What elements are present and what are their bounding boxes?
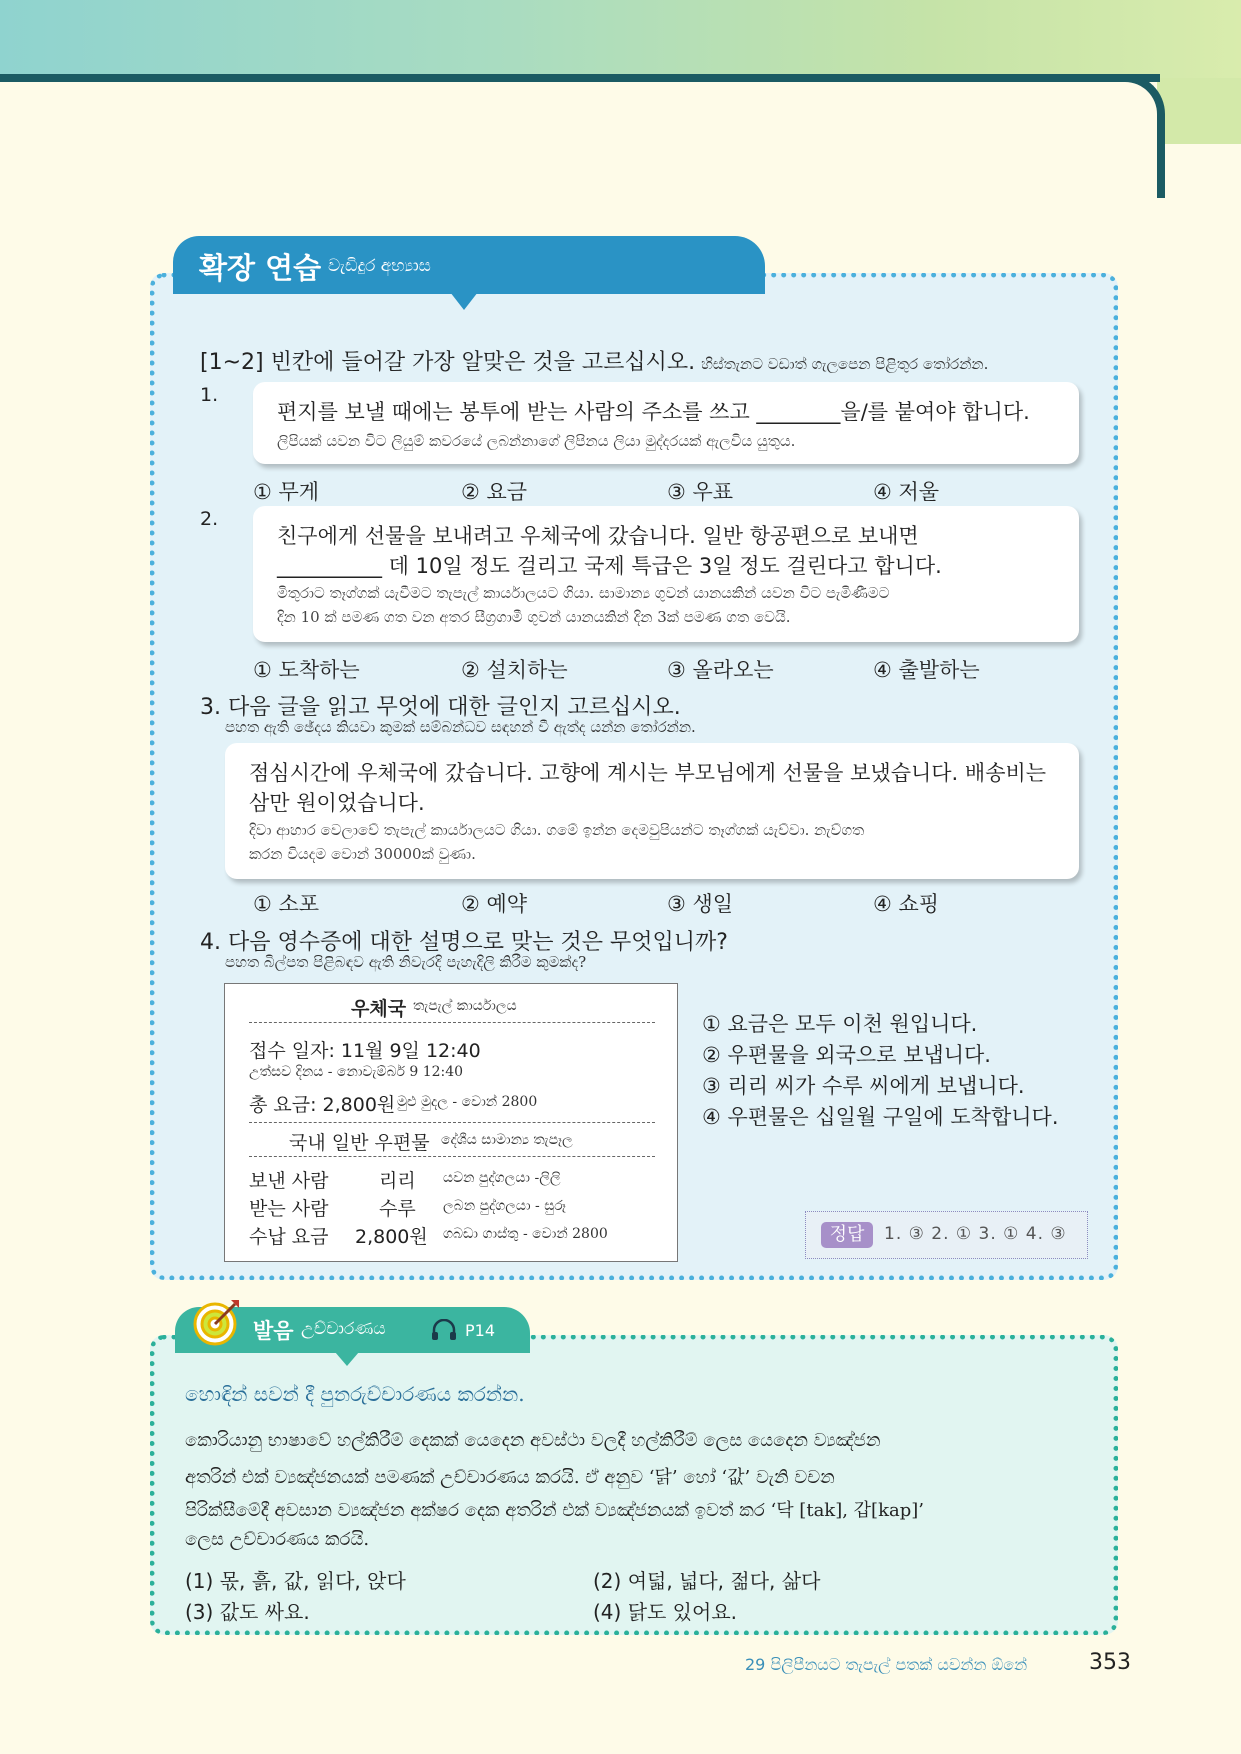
receipt-receiver-label: 받는 사람 <box>249 1198 329 1220</box>
question-2-box <box>253 506 1079 642</box>
instruction <box>200 345 988 376</box>
receipt <box>224 983 678 1262</box>
q1-option-4[interactable]: ④ 저울 <box>873 480 940 504</box>
pronunciation-paragraph-line1: කොරියානු භාෂාවේ හල්කිරීම් දෙකක් යෙදෙන අවස්ථා වලදී හල්කිරීම් ලෙස යෙදෙන ව්‍යඤ්ජන <box>185 1430 881 1451</box>
pronunciation-tab-pointer <box>335 1352 359 1366</box>
pronunciation-paragraph-line3: පිරික්සීමේදී අවසාන ව්‍යඤ්ජන අක්ෂර දෙක අතරින් එක් ව්‍යඤ්ජනයක් ඉවත් කර ‘닥 [tak], 갑[kap]’ <box>185 1500 924 1521</box>
question-1-sinhala: ලිපියක් යවන විට ලියුම් කවරයේ ලබන්නාගේ ලිපිනය ලියා මුද්දරයක් ඇලවිය යුතුය. <box>277 432 796 450</box>
question-4-heading: 4. 다음 영수증에 대한 설명으로 맞는 것은 무엇입니까? <box>200 930 728 955</box>
receipt-date: 접수 일자: 11월 9일 12:40 <box>249 1040 481 1062</box>
headphone-icon[interactable] <box>431 1319 457 1341</box>
header-band-tab <box>1157 78 1241 144</box>
receipt-divider <box>249 1122 655 1123</box>
practice-title-sinhala: වැඩිදුර අභ්‍යාස <box>328 256 431 276</box>
pronunciation-example-1: (1) 몫, 흙, 값, 읽다, 앉다 <box>185 1569 406 1593</box>
q3-option-2[interactable]: ② 예약 <box>461 892 528 916</box>
receipt-total: 총 요금: 2,800원 <box>249 1094 396 1116</box>
q2-option-3[interactable]: ③ 올라오는 <box>667 658 774 682</box>
q4-option-3[interactable]: ③ 리리 씨가 수루 씨에게 보냅니다. <box>702 1074 1025 1098</box>
q1-option-3[interactable]: ③ 우표 <box>667 480 734 504</box>
pronunciation-paragraph-line4: ලෙස උච්චාරණය කරයි. <box>185 1529 370 1550</box>
receipt-section-sinhala: දේශීය සාමාන්‍ය තැපෑල <box>441 1132 573 1148</box>
header-band <box>0 0 1241 78</box>
question-2-korean-line1: 친구에게 선물을 보내려고 우체국에 갔습니다. 일반 항공편으로 보내면 <box>277 524 919 548</box>
receipt-total-sinhala: මුළු මුදල - වොන් 2800 <box>397 1094 538 1110</box>
q3-option-4[interactable]: ④ 쇼핑 <box>873 892 940 916</box>
receipt-receiver-sinhala: ලබන පුද්ගලයා - සුරූ <box>443 1198 566 1214</box>
pronunciation-subtitle: හොඳින් සවන් දී පුනරුච්චාරණය කරන්න. <box>185 1382 525 1406</box>
pronunciation-title: 발음 <box>253 1319 294 1343</box>
pronunciation-example-2: (2) 여덟, 넓다, 젊다, 삶다 <box>593 1569 821 1593</box>
pronunciation-example-4: (4) 닭도 있어요. <box>593 1600 738 1624</box>
question-3-korean-line2: 삼만 원이었습니다. <box>249 791 425 815</box>
answer-values: 1. ③ 2. ① 3. ① 4. ③ <box>884 1224 1067 1244</box>
q3-option-1[interactable]: ① 소포 <box>253 892 320 916</box>
page-number: 353 <box>1089 1650 1131 1675</box>
receipt-divider <box>249 1156 655 1157</box>
chapter-title: 29 පිලිපීනයට තැපැල් පතක් යවන්න ඕනේ <box>745 1655 1028 1674</box>
header-rule <box>0 74 1160 82</box>
receipt-sender-sinhala: යවන පුද්ගලයා -ලිලි <box>443 1170 561 1186</box>
question-3-sinhala-line1: දිවා ආහාර වෙලාවේ තැපැල් කාර්යාලයට ගියා. ගමේ ඉන්න දෙමවුපියන්ට තෑග්ගක් යැව්වා. නැව්ගත <box>249 821 865 839</box>
q2-option-2[interactable]: ② 설치하는 <box>461 658 568 682</box>
header-rule-curve <box>1125 74 1165 198</box>
receipt-fee-sinhala: ගබඩා ගාස්තු - වොන් 2800 <box>443 1226 608 1242</box>
q4-option-4[interactable]: ④ 우편물은 십일월 구일에 도착합니다. <box>702 1105 1059 1129</box>
pronunciation-example-3: (3) 값도 싸요. <box>185 1600 310 1624</box>
target-icon <box>193 1298 241 1346</box>
receipt-sender-label: 보낸 사람 <box>249 1170 329 1192</box>
question-3-korean-line1: 점심시간에 우체국에 갔습니다. 고향에 계시는 부모님에게 선물을 보냈습니다. 배송비는 <box>249 761 1047 785</box>
q3-option-3[interactable]: ③ 생일 <box>667 892 734 916</box>
answer-key <box>805 1211 1088 1259</box>
q2-option-1[interactable]: ① 도착하는 <box>253 658 360 682</box>
receipt-divider <box>249 1022 655 1023</box>
q4-option-2[interactable]: ② 우편물을 외국으로 보냅니다. <box>702 1043 991 1067</box>
question-2-korean-line2: __________ 데 10일 정도 걸리고 국제 특급은 3일 정도 걸린다고 합니다. <box>277 554 942 578</box>
question-1-box <box>253 382 1079 464</box>
practice-tab-pointer <box>450 292 478 310</box>
audio-page-ref: P14 <box>465 1321 496 1340</box>
instruction-korean: [1~2] 빈칸에 들어갈 가장 알맞은 것을 고르십시오. <box>200 350 696 375</box>
question-3-heading-sinhala: පහත ඇති ඡේදය කියවා කුමක් සම්බන්ධව සඳහන් වී ඇත්ද යන්න තෝරන්න. <box>225 718 696 736</box>
practice-tab <box>173 236 765 294</box>
question-4-heading-sinhala: පහත බිල්පත පිළිබඳව ඇති නිවැරදි පැහැදිලි කිරීම කුමක්ද? <box>225 953 587 971</box>
receipt-receiver-value: 수루 <box>379 1198 416 1220</box>
question-1-korean: 편지를 보낼 때에는 봉투에 받는 사람의 주소를 쓰고 ________을/를 붙여야 합니다. <box>277 400 1030 424</box>
question-3-box <box>225 743 1079 879</box>
question-3-sinhala-line2: කරන වියදම වොන් 30000ක් වුණා. <box>249 845 476 863</box>
question-2-sinhala-line2: දින 10 ක් පමණ ගත වන අතර සීග්‍රගාමී ගුවන් යානයකින් දින 3ක් පමණ ගත වෙයි. <box>277 608 791 626</box>
pronunciation-title-sinhala: උච්චාරණය <box>301 1319 386 1339</box>
receipt-title: 우체국 <box>351 998 407 1020</box>
question-2-sinhala-line1: මිතුරාට තෑග්ගක් යැවීමට තැපැල් කාර්යාලයට ගියා. සාමාන්‍ය ගුවන් යානයකින් යවන විට පැමිණීමට <box>277 584 890 602</box>
question-2-number: 2. <box>200 508 219 530</box>
q1-option-1[interactable]: ① 무게 <box>253 480 320 504</box>
answer-badge: 정답 <box>821 1222 873 1248</box>
practice-title: 확장 연습 <box>199 251 322 285</box>
receipt-fee-label: 수납 요금 <box>249 1226 329 1248</box>
question-1-number: 1. <box>200 384 219 406</box>
receipt-fee-value: 2,800원 <box>355 1226 428 1248</box>
pronunciation-paragraph-line2: අතරින් එක් ව්‍යඤ්ජනයක් පමණක් උච්චාරණය කරයි. ඒ අනුව ‘닭’ හෝ ‘값’ වැනි වචන <box>185 1467 835 1488</box>
instruction-sinhala: හිස්තැනට වඩාත් ගැලපෙන පිළිතුර තෝරන්න. <box>701 355 989 373</box>
receipt-section: 국내 일반 우편물 <box>289 1132 430 1154</box>
q2-option-4[interactable]: ④ 출발하는 <box>873 658 980 682</box>
receipt-title-sinhala: තැපැල් කාර්යාලය <box>413 998 517 1014</box>
receipt-sender-value: 리리 <box>379 1170 416 1192</box>
question-3-heading: 3. 다음 글을 읽고 무엇에 대한 글인지 고르십시오. <box>200 695 681 720</box>
q1-option-2[interactable]: ② 요금 <box>461 480 528 504</box>
receipt-date-sinhala: උත්සව දිනය - නොවැම්බර් 9 12:40 <box>249 1064 464 1080</box>
q4-option-1[interactable]: ① 요금은 모두 이천 원입니다. <box>702 1012 978 1036</box>
